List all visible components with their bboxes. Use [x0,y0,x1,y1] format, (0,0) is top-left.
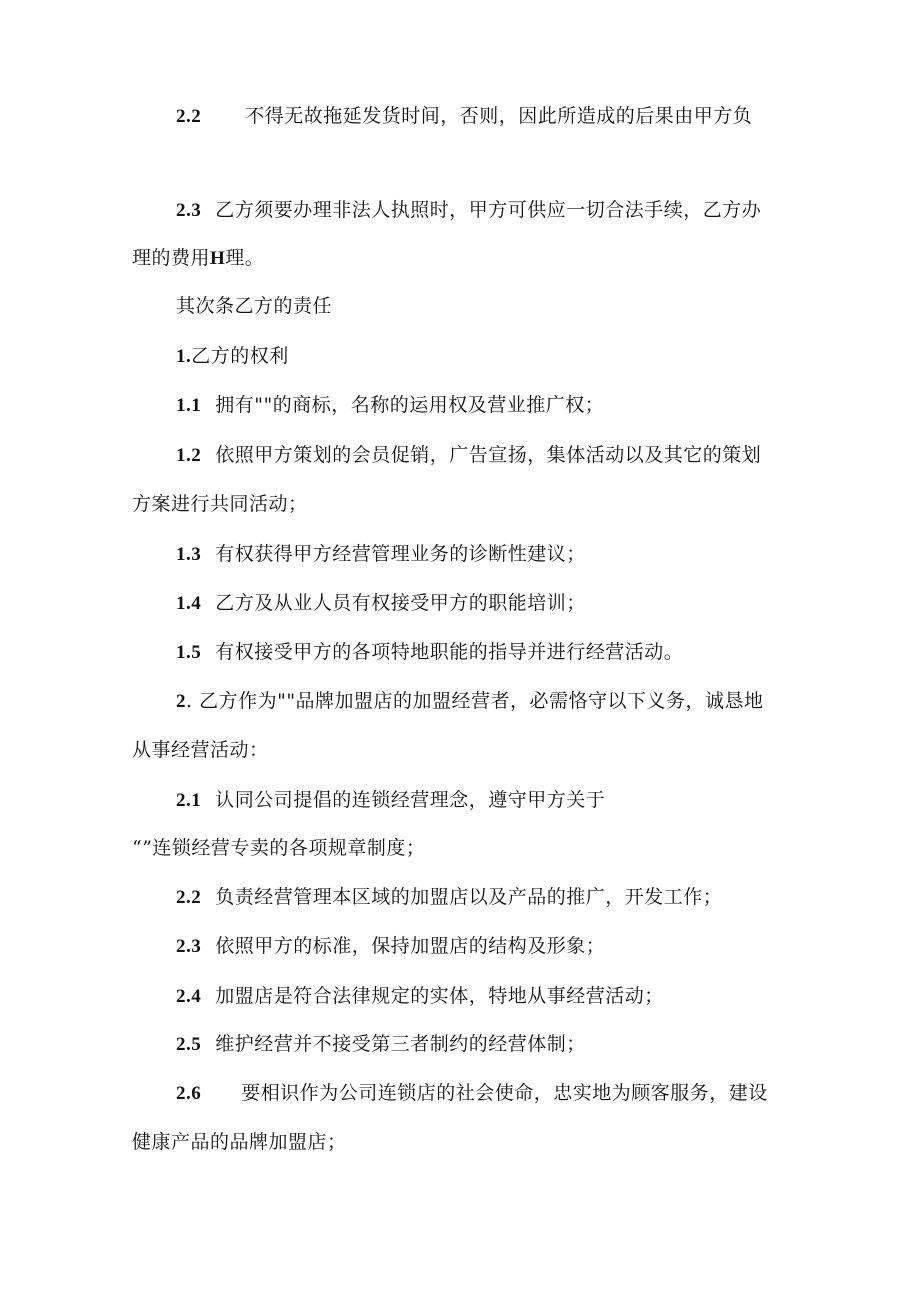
paragraph-2-1-continuation: “”连锁经营专卖的各项规章制度； [132,837,426,859]
clause-text: 乙方及从业人员有权接受甲方的职能培训； [215,592,586,614]
clause-number: 2.3 [176,936,202,957]
clause-text: 负责经营管理本区域的加盟店以及产品的推广，开发工作； [215,886,723,908]
clause-text: 要相识作为公司连锁店的社会使命，忠实地为顾客服务，建设 [241,1082,768,1104]
clause-number: 2.2 [176,106,202,127]
clause-number: 1. [176,346,192,367]
clause-text: 有权接受甲方的各项特地职能的指导并进行经营活动。 [215,641,684,663]
paragraph-1-2-continuation: 方案进行共同活动； [132,493,308,515]
clause-text: 乙方的权利 [191,345,289,367]
paragraph-1-5 [132,640,846,665]
clause-text: 认同公司提倡的连锁经营理念，遵守甲方关于 [215,789,606,811]
paragraph-2-2-delivery [132,104,846,129]
clause-number: 2.4 [176,986,202,1007]
paragraph-2-3-continuation [132,246,802,271]
clause-text: 依照甲方策划的会员促销，广告宣扬，集体活动以及其它的策划 [215,444,762,466]
clause-number: 1.4 [176,593,202,614]
paragraph-1-1 [132,393,846,418]
clause-text: 加盟店是符合法律规定的实体，特地从事经营活动； [215,985,664,1007]
clause-text: . 乙方作为""品牌加盟店的加盟经营者，必需恪守以下义务，诚恳地 [186,690,764,712]
clause-number: 2.5 [176,1034,202,1055]
subheading-party-b-rights [132,344,846,369]
paragraph-2-5 [132,1032,846,1057]
paragraph-1-3 [132,542,846,567]
paragraph-2-6-continuation: 健康产品的品牌加盟店； [132,1131,347,1153]
clause-number: 1.1 [176,395,202,416]
clause-text-cont-b: H [210,248,226,269]
clause-number: 2.2 [176,887,202,908]
paragraph-2-1 [132,788,846,813]
clause-text-cont-c: 理。 [225,247,265,269]
paragraph-1-2 [132,443,846,468]
paragraph-2-3-license [132,198,846,223]
clause-number: 2.3 [176,200,202,221]
clause-text: 有权获得甲方经营管理业务的诊断性建议； [215,543,586,565]
clause-number: 1.5 [176,642,202,663]
paragraph-2-4 [132,984,846,1009]
clause-text: 拥有""的商标，名称的运用权及营业推广权； [215,394,605,416]
subheading-party-b-obligations [132,689,846,714]
clause-number: 2.1 [176,790,202,811]
paragraph-2-3-standard [132,934,846,959]
clause-text: 维护经营并不接受第三者制约的经营体制； [215,1033,586,1055]
subheading-continuation: 从事经营活动： [132,739,269,761]
clause-number: 2 [176,691,186,712]
paragraph-2-6 [132,1081,846,1106]
clause-number: 1.2 [176,445,202,466]
clause-number: 1.3 [176,544,202,565]
clause-text: 不得无故拖延发货时间，否则，因此所造成的后果由甲方负 [245,105,753,127]
paragraph-1-4 [132,591,846,616]
clause-text-cont-a: 理的费用 [132,247,211,269]
section-heading: 其次条乙方的责任 [176,295,333,317]
paragraph-2-2-region [132,885,846,910]
clause-text: 乙方须要办理非法人执照时，甲方可供应一切合法手续，乙方办 [215,199,762,221]
clause-text: 依照甲方的标准，保持加盟店的结构及形象； [215,935,606,957]
clause-number: 2.6 [176,1083,202,1104]
